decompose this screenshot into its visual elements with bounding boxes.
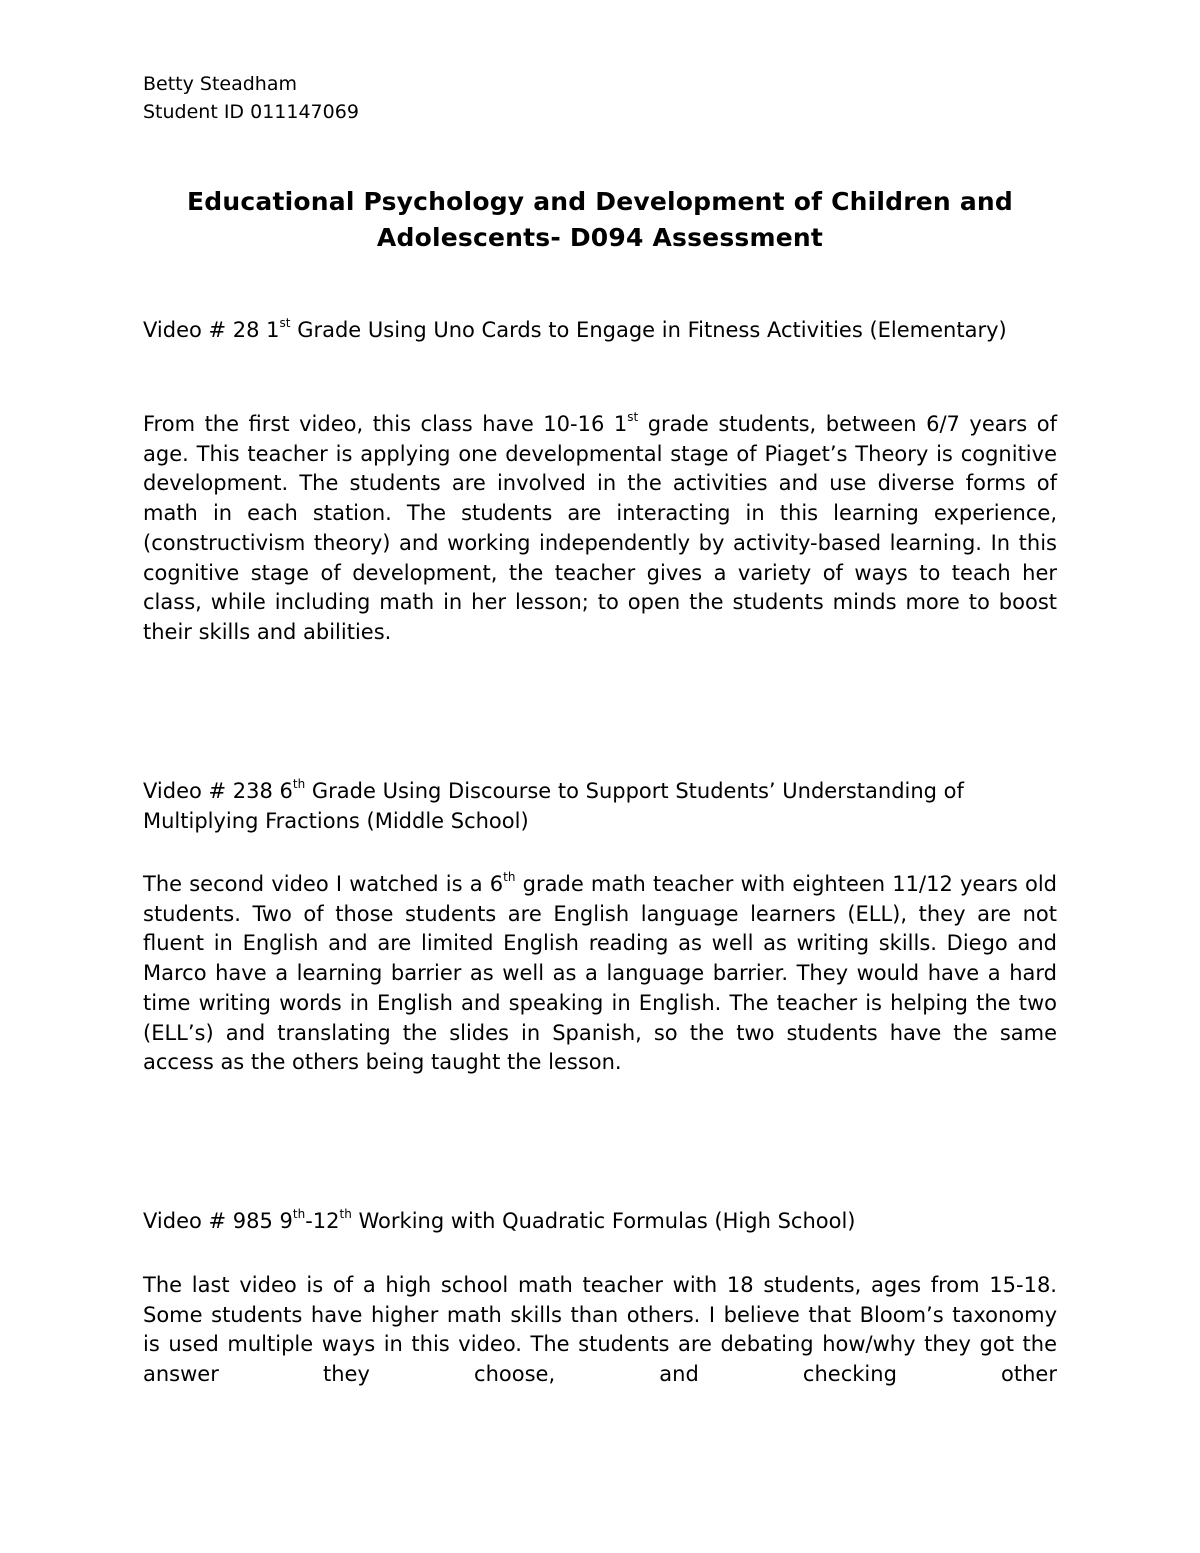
section-1-para-start: From the first video, this class have 10-16 1 — [143, 412, 628, 436]
section-3-paragraph — [143, 1271, 1057, 1390]
section-3-heading-rest: Working with Quadratic Formulas (High School) — [351, 1209, 856, 1233]
section-1-heading-sup: st — [279, 316, 291, 330]
section-2-para-start: The second video I watched is a 6 — [143, 872, 504, 896]
title-line-2: Adolescents- D094 Assessment — [376, 223, 824, 252]
section-1-paragraph — [143, 410, 1057, 648]
section-1-heading — [143, 315, 1058, 345]
section-3-heading-sup-2: th — [339, 1207, 352, 1221]
student-id: Student ID 011147069 — [143, 101, 359, 123]
section-2-paragraph — [143, 870, 1057, 1078]
section-3-heading-sup-1: th — [292, 1207, 306, 1221]
author-header — [143, 70, 359, 126]
section-2-para-rest: grade math teacher with eighteen 11/12 years old students. Two of those students are English language learners (ELL), they are not fluent in English and are limited English reading as well as writing skills. Diego and Marco have a learning barrier as well as a language barrier. They would have a hard time writing words in English and speaking in English. The teacher is helping the two (ELL’s) and translating the slides in Spanish, so the two students have the same access as the others being taught the lesson. — [143, 872, 1057, 1075]
section-1-heading-rest: Grade Using Uno Cards to Engage in Fitness Activities (Elementary) — [290, 318, 1007, 342]
section-2-heading-sup: th — [292, 777, 306, 791]
section-2-heading-prefix: Video # 238 6 — [143, 779, 293, 803]
section-2-heading — [143, 776, 1058, 836]
title-line-1: Educational Psychology and Development of Children and — [187, 187, 1013, 216]
section-2-heading-rest: Grade Using Discourse to Support Students’ Understanding of Multiplying Fractions (Middle School) — [143, 779, 964, 833]
section-3-heading — [143, 1206, 1058, 1236]
section-2-para-sup: th — [503, 870, 516, 884]
section-3-heading-prefix: Video # 985 9 — [143, 1209, 293, 1233]
section-3-heading-mid: -12 — [305, 1209, 340, 1233]
section-1-para-rest: grade students, between 6/7 years of age. This teacher is applying one developmental stage of Piaget’s Theory is cognitive development. The students are involved in the activities and use diverse forms of math in each station. The students are interacting in this learning experience, (constructivism theory) and working independently by activity-based learning. In this cognitive stage of development, the teacher gives a variety of ways to teach her class, while including math in her lesson; to open the students minds more to boost their skills and abilities. — [143, 412, 1057, 644]
author-name: Betty Steadham — [143, 73, 298, 95]
section-3-para-text: The last video is of a high school math teacher with 18 students, ages from 15-18. Some students have higher math skills than others. I believe that Bloom’s taxonomy is used multiple ways in this video. The students are debating how/why they got the answer they choose, and checking other — [143, 1273, 1057, 1387]
section-1-heading-prefix: Video # 28 1 — [143, 318, 280, 342]
section-1-para-sup: st — [627, 410, 639, 424]
document-title — [100, 184, 1100, 256]
